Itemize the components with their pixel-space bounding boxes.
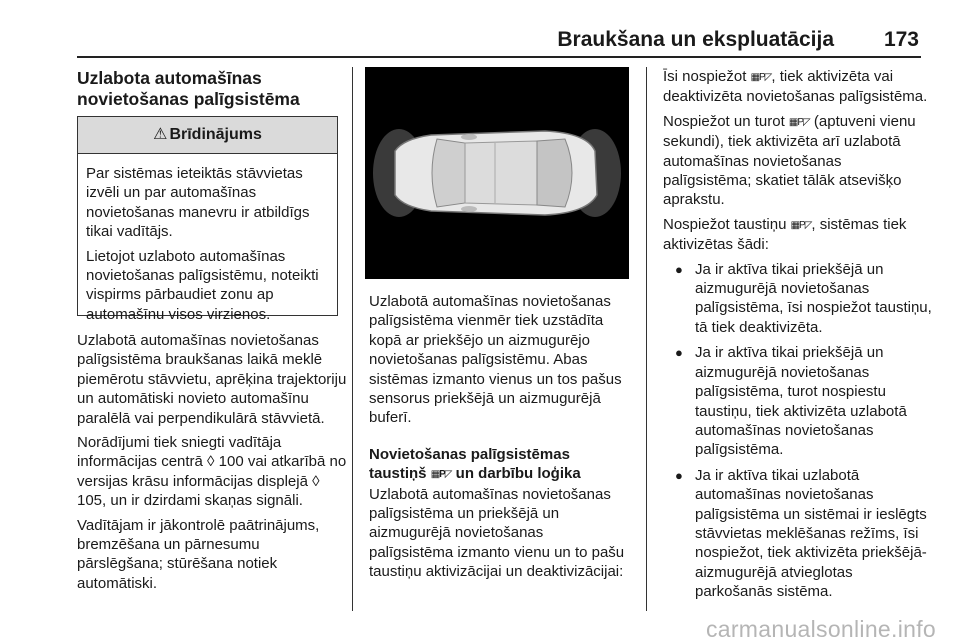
header-title: Braukšana un ekspluatācija	[557, 28, 834, 51]
illustration-caption: Uzlabotā automašīnas novietošanas palīgsistēma vienmēr tiek uzstādīta kopā ar priekšējo un aizmugurējo novietošanas palīgsistēmu. Abas sistēmas izmanto vienus un tos pašus sensorus priekšējā un aizmugurējā buferī.	[369, 293, 622, 427]
body-paragraph: Uzlabotā automašīnas novietošanas palīgsistēma braukšanas laikā meklē piemērotu stāvvietu, aprēķina trajektoriju un automātiski novieto automašīnu paralēlā vai perpendikulārā stāvvietā.	[77, 332, 347, 427]
body-paragraph: Uzlabotā automašīnas novietošanas palīgsistēma un priekšējā un aizmugurējā novietošanas palīgsistēma izmanto vienu un to pašu taustiņu aktivizācijai un deaktivizācijai:	[369, 485, 625, 581]
body-paragraph: Vadītājam ir jākontrolē paātrinājums, bremzēšana un pārnesumu pārslēgšana; stūrēšana notiek automātiski.	[77, 516, 320, 592]
park-assist-button-icon: ▦P◸	[788, 116, 810, 128]
text-run: (aptuveni vienu sekundi), tiek aktivizēta arī uzlabotā automašīnas novietošanas palīgsistēma; skatiet tālāk atsevišķo aprakstu.	[663, 112, 916, 209]
column-divider	[646, 67, 647, 611]
subsection-title-suffix: un darbību loģika	[455, 465, 581, 483]
warning-paragraph: Lietojot uzlaboto automašīnas novietošanas palīgsistēmu, noteikti vispirms pārbaudiet zonu ap automašīnu visos virzienos.	[86, 247, 319, 323]
text-run: , tiek aktivizēta vai deaktivizēta novietošanas palīgsistēma.	[663, 68, 928, 106]
warning-heading: Brīdinājums	[169, 126, 262, 143]
column-2	[369, 292, 631, 587]
park-assist-button-icon: ▦P◸	[790, 219, 812, 231]
column-1-body	[77, 331, 347, 598]
warning-triangle-icon: ⚠	[153, 126, 168, 143]
car-top-view-icon	[365, 67, 629, 279]
body-paragraph	[663, 112, 933, 210]
warning-body	[78, 154, 337, 324]
page-number: 173	[883, 28, 919, 51]
watermark: carmanualsonline.info	[705, 616, 936, 642]
text-run: Nospiežot un turot	[663, 112, 785, 130]
parking-sensor-illustration	[365, 67, 629, 279]
warning-header	[78, 117, 337, 154]
column-3	[663, 67, 933, 608]
section-title-line2: novietošanas palīgsistēma	[77, 89, 300, 109]
column-divider	[352, 67, 353, 611]
bullet-list	[663, 260, 933, 602]
header-rule	[77, 56, 921, 58]
park-assist-button-icon: ▦P◸	[430, 469, 452, 481]
list-item: ● Ja ir aktīva tikai uzlabotā automašīnas novietošanas palīgsistēma un sistēmai ir ieslēgts stāvvietas meklēšanas režīms, īsi nospiežot, tiek aktivizēta priekšējā-aizmugurējā atvieglotas parkošanās sistēma.	[663, 466, 933, 602]
warning-paragraph: Par sistēmas ieteiktās stāvvietas izvēli un par automašīnas novietošanas manevru ir atbildīgs tikai vadītājs.	[86, 165, 310, 241]
body-paragraph	[663, 215, 933, 255]
body-paragraph: Norādījumi tiek sniegti vadītāja informācijas centrā ◊ 100 vai atkarībā no versijas krāsu informācijas displejā ◊ 105, un ir dzirdami skaņas signāli.	[77, 434, 347, 510]
warning-box	[77, 116, 338, 323]
column-1	[77, 68, 343, 110]
text-run: Īsi nospiežot	[663, 68, 747, 85]
text-run: , sistēmas tiek aktivizētas šādi:	[663, 215, 907, 254]
body-paragraph	[663, 67, 933, 107]
subsection-title-line2	[369, 464, 631, 484]
subsection-title-line1: Novietošanas palīgsistēmas	[369, 445, 570, 463]
section-title-line1: Uzlabota automašīnas	[77, 68, 262, 88]
subsection-title-prefix: taustiņš	[369, 465, 427, 483]
list-item: ● Ja ir aktīva tikai priekšējā un aizmugurējā novietošanas palīgsistēma, turot nospiestu taustiņu, tiek aktivizēta uzlabotā automašīnas novietošanas palīgsistēma.	[663, 343, 933, 459]
text-run: Nospiežot taustiņu	[663, 215, 787, 233]
park-assist-button-icon: ▦P◸	[750, 72, 772, 83]
list-item: ● Ja ir aktīva tikai priekšējā un aizmugurējā novietošanas palīgsistēma, īsi nospiežot taustiņu, tā tiek deaktivizēta.	[663, 260, 933, 338]
page-header	[0, 28, 919, 58]
